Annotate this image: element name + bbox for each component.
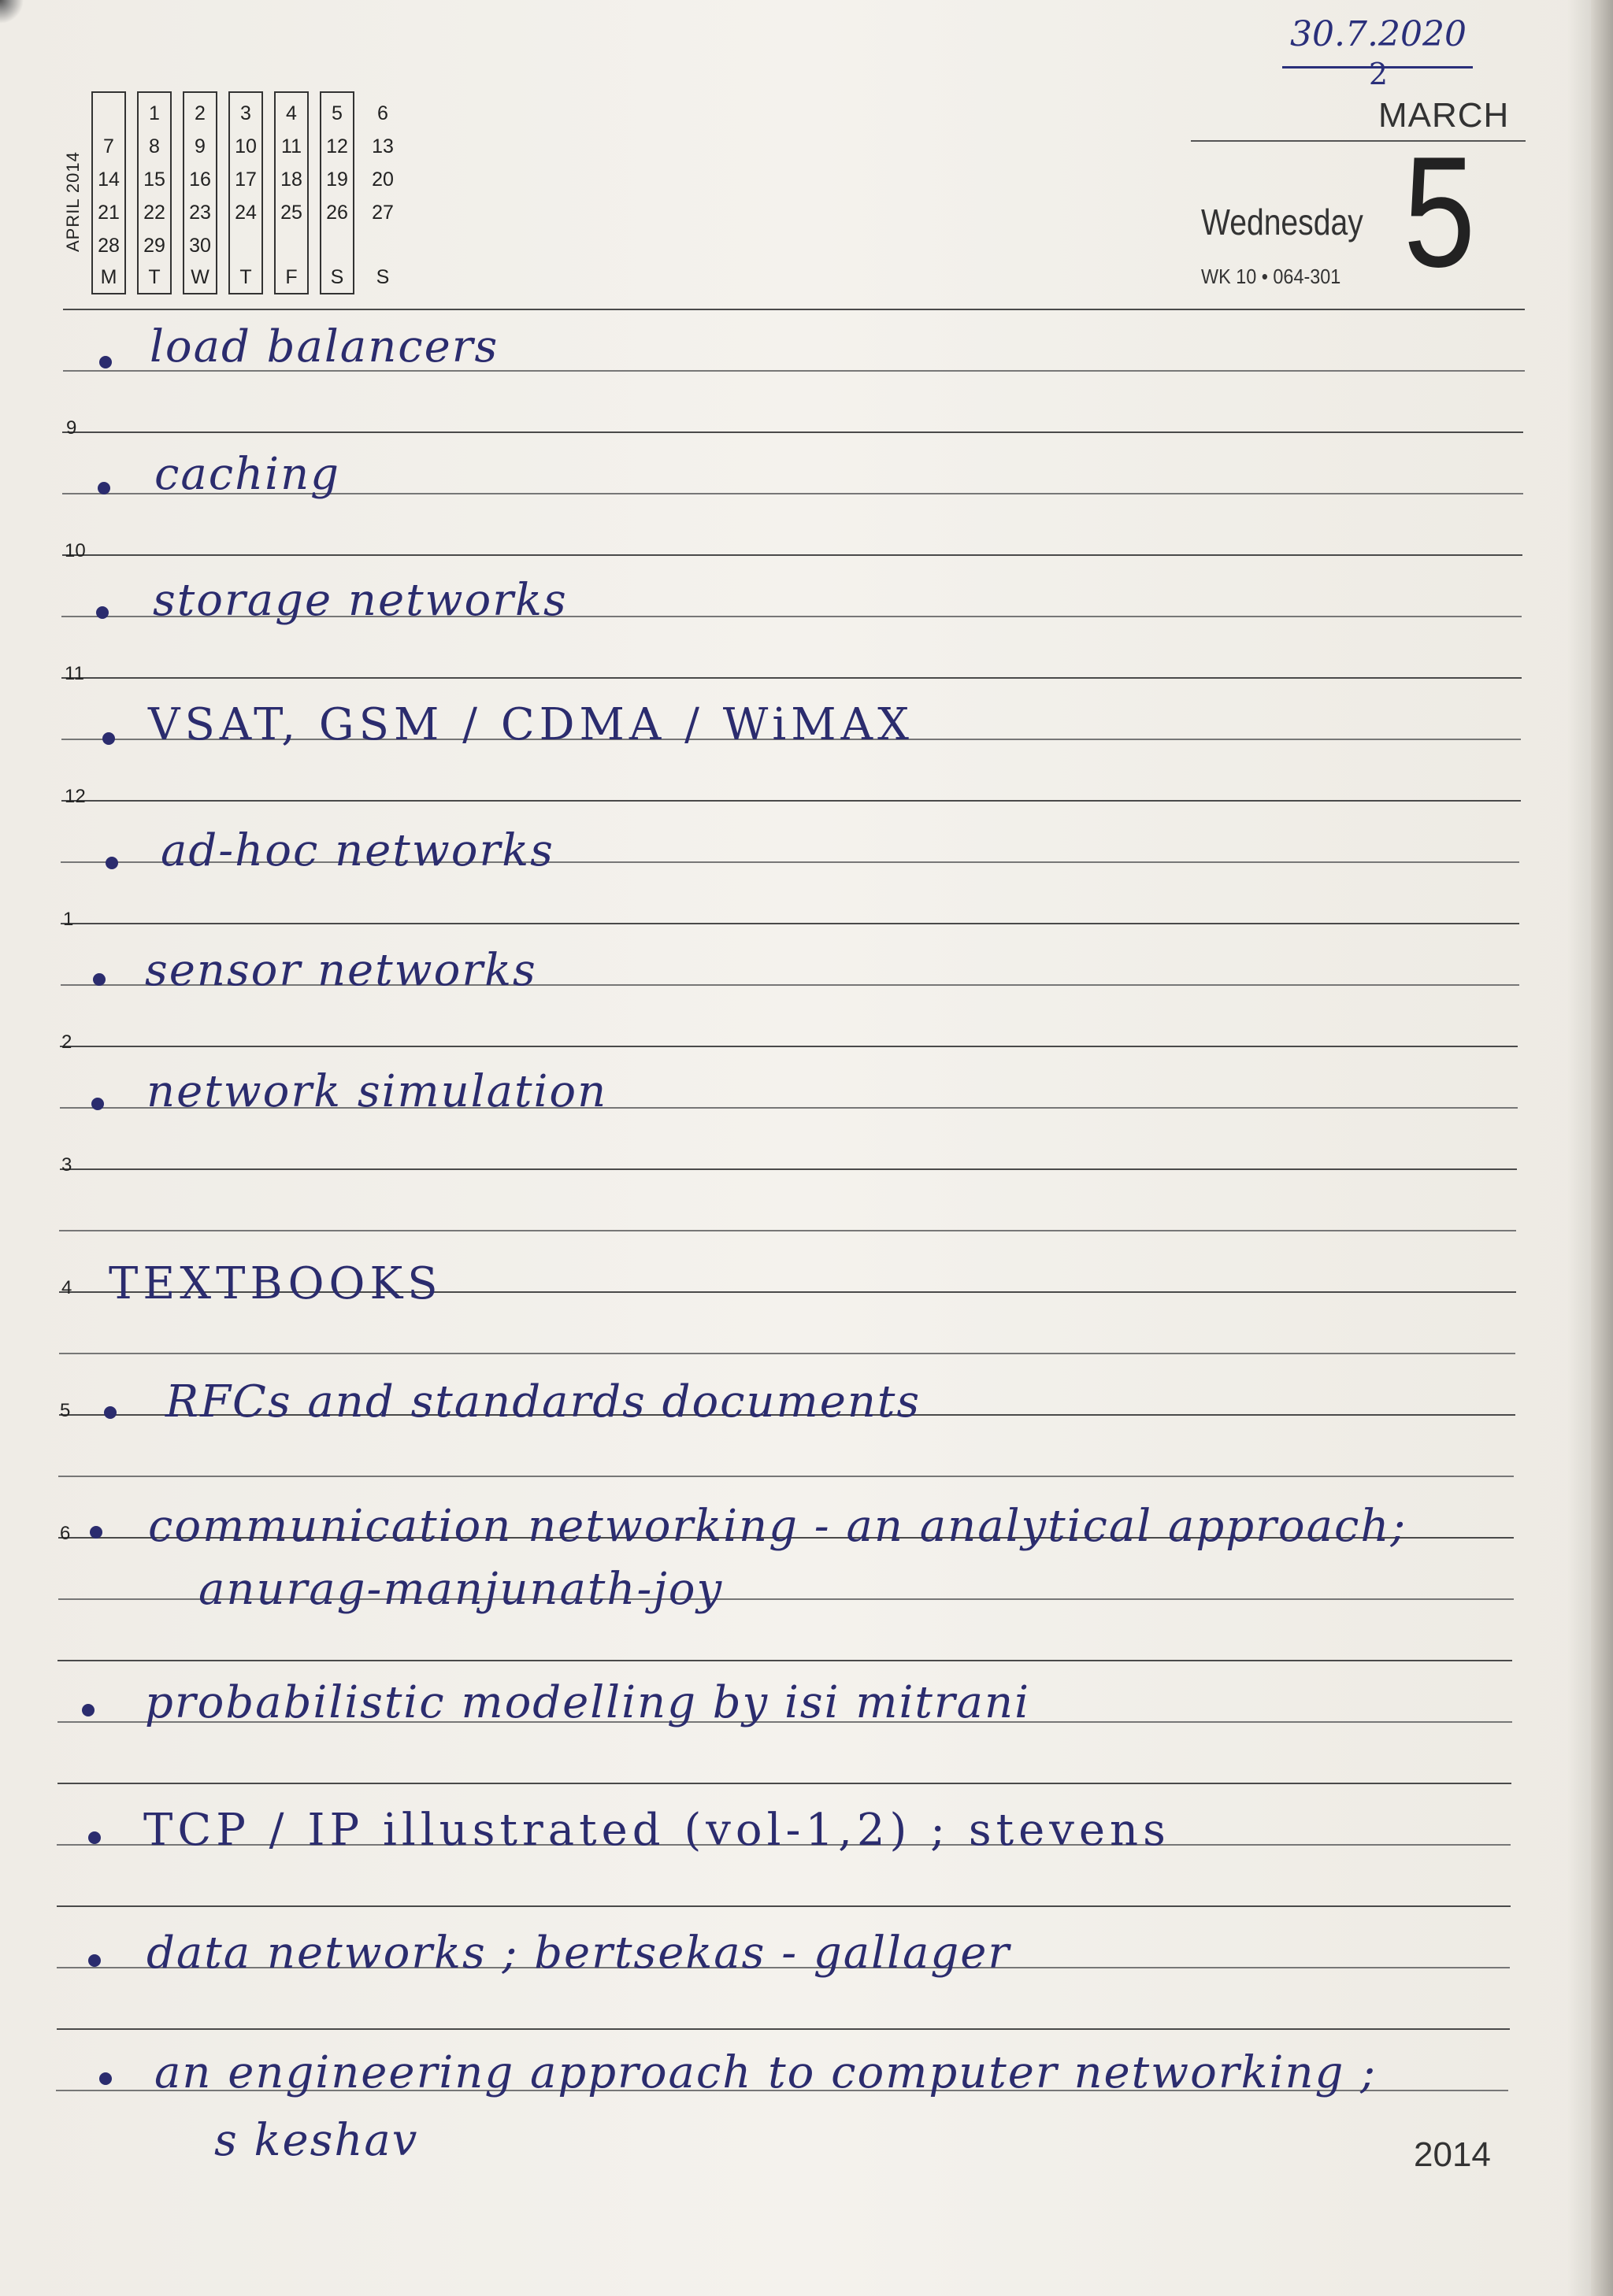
day-number: 5: [1403, 124, 1476, 300]
mini-calendar: [63, 91, 417, 296]
mini-calendar-date: 20: [372, 168, 394, 191]
hour-mark: 9: [66, 417, 77, 439]
mini-calendar-date: 14: [98, 168, 120, 191]
hour-mark: 6: [60, 1523, 71, 1544]
ruled-line: [58, 1476, 1514, 1477]
ruled-line: [63, 309, 1525, 310]
month-label: MARCH: [1378, 96, 1510, 135]
mini-calendar-date: 7: [103, 135, 114, 157]
mini-calendar-date: 6: [377, 102, 388, 124]
mini-calendar-date: 21: [98, 202, 120, 224]
year-label: 2014: [1414, 2135, 1491, 2174]
mini-calendar-date: 3: [240, 102, 251, 124]
mini-calendar-date: 18: [280, 168, 302, 191]
ruled-line: [61, 800, 1521, 802]
note-caching: caching: [154, 449, 341, 500]
mini-calendar-date: 24: [235, 202, 257, 224]
mini-calendar-date: 5: [332, 102, 343, 124]
mini-calendar-date: 17: [235, 168, 257, 191]
note-rfcs: RFCs and standards documents: [165, 1376, 921, 1428]
mini-calendar-date: 9: [195, 135, 206, 157]
mini-calendar-date: 8: [149, 135, 160, 157]
week-info: WK 10 • 064-301: [1201, 265, 1341, 288]
note-keshav: s keshav: [214, 2115, 419, 2166]
bullet: [102, 732, 115, 745]
mini-calendar-date: 23: [189, 202, 211, 224]
ruled-line: [59, 1353, 1515, 1354]
note-load-balancers: load balancers: [150, 321, 499, 372]
ruled-line: [60, 1168, 1517, 1170]
hour-mark: 1: [63, 909, 74, 930]
bullet: [93, 973, 106, 986]
page-curve-shadow: [1567, 0, 1591, 2296]
mini-calendar-date: 10: [235, 135, 257, 157]
mini-calendar-date: 26: [326, 202, 348, 224]
bullet: [90, 1526, 102, 1539]
note-data-networks: data networks ; bertsekas - gallager: [146, 1928, 1011, 1979]
hour-mark: 11: [65, 663, 84, 684]
note-storage-networks: storage networks: [153, 575, 568, 626]
mini-calendar-date: 16: [189, 168, 211, 191]
mini-calendar-date: 13: [372, 135, 394, 157]
note-comm-networking: communication networking - an analytical approach;: [148, 1501, 1407, 1552]
bullet: [88, 1831, 101, 1844]
hour-mark: 3: [61, 1154, 72, 1176]
bullet: [96, 606, 109, 619]
page-edge: [1591, 0, 1613, 2296]
bullet: [104, 1406, 117, 1419]
ruled-line: [60, 1046, 1518, 1047]
bullet: [82, 1704, 95, 1716]
note-simulation: network simulation: [146, 1066, 608, 1117]
mini-calendar-date: 19: [326, 168, 348, 191]
bullet: [106, 857, 118, 869]
mini-calendar-weekday: M: [100, 266, 117, 288]
mini-calendar-weekday: S: [376, 266, 390, 288]
hour-mark: 10: [65, 540, 86, 561]
ruled-line: [61, 923, 1519, 924]
mini-calendar-date: 22: [143, 202, 165, 224]
note-adhoc: ad-hoc networks: [161, 825, 554, 876]
hour-mark: 5: [60, 1400, 71, 1421]
mini-calendar-date: 1: [149, 102, 160, 124]
mini-calendar-date: 30: [189, 235, 211, 257]
note-sensor: sensor networks: [145, 945, 537, 996]
bullet: [88, 1954, 101, 1967]
ruled-line: [57, 1783, 1511, 1784]
mini-calendar-date: 29: [143, 235, 165, 257]
note-probabilistic: probabilistic modelling by isi mitrani: [145, 1677, 1031, 1728]
bullet: [99, 2072, 112, 2085]
mini-calendar-weekday: T: [239, 266, 252, 288]
ruled-line: [62, 431, 1523, 433]
note-comm-authors: anurag-manjunath-joy: [198, 1564, 724, 1615]
ruled-line: [61, 677, 1522, 679]
mini-calendar-date: 15: [143, 168, 165, 191]
mini-calendar-date: 25: [280, 202, 302, 224]
ruled-line: [57, 2028, 1510, 2030]
mini-calendar-weekday: W: [191, 266, 210, 288]
note-tcpip: TCP / IP illustrated (vol-1,2) ; stevens: [143, 1805, 1170, 1856]
ruled-line: [57, 1905, 1511, 1907]
mini-calendar-label: APRIL 2014: [63, 151, 83, 252]
weekday-label: Wednesday: [1201, 202, 1363, 243]
month-divider: [1191, 140, 1526, 142]
mini-calendar-date: 11: [281, 135, 302, 157]
note-engineering: an engineering approach to computer networking ;: [154, 2047, 1378, 2098]
mini-calendar-date: 27: [372, 202, 394, 224]
mini-calendar-date: 2: [195, 102, 206, 124]
handwritten-date: 30.7.2020: [1290, 14, 1467, 54]
corner-shadow: [0, 0, 32, 31]
mini-calendar-column: [91, 91, 126, 294]
mini-calendar-weekday: S: [330, 266, 344, 288]
handwritten-date-sub: 2: [1368, 57, 1389, 91]
ruled-line: [57, 1660, 1512, 1661]
hour-mark: 2: [61, 1031, 72, 1053]
mini-calendar-weekday: T: [148, 266, 161, 288]
note-textbooks-heading: TEXTBOOKS: [109, 1258, 443, 1309]
mini-calendar-weekday: F: [285, 266, 298, 288]
bullet: [98, 482, 110, 494]
ruled-line: [62, 554, 1522, 556]
hour-mark: 4: [61, 1277, 72, 1298]
hour-mark: 12: [65, 786, 86, 807]
note-wireless: VSAT, GSM / CDMA / WiMAX: [148, 699, 914, 750]
mini-calendar-date: 12: [326, 135, 348, 157]
mini-calendar-date: 4: [286, 102, 297, 124]
bullet: [91, 1098, 104, 1110]
bullet: [99, 356, 112, 368]
mini-calendar-date: 28: [98, 235, 120, 257]
ruled-line: [59, 1230, 1516, 1231]
